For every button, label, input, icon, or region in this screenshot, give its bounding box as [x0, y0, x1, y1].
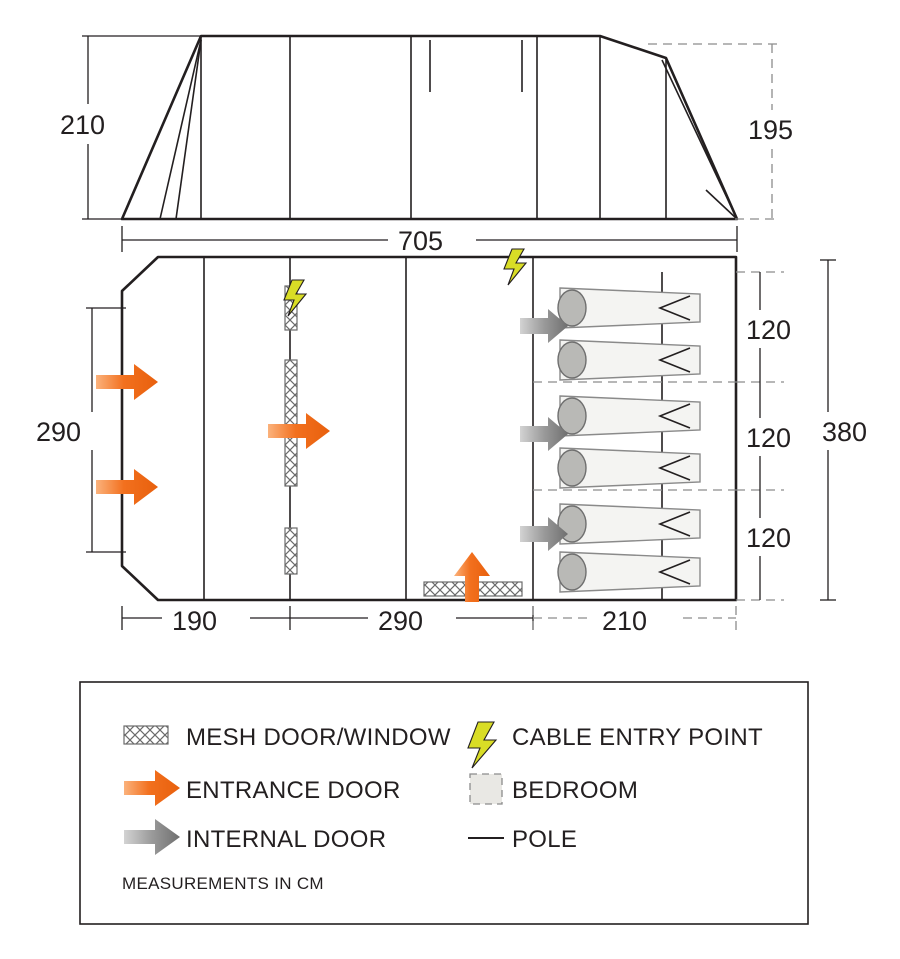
plan-depth-left-label: 290 — [36, 417, 82, 447]
legend-units-note: MEASUREMENTS IN CM — [122, 874, 324, 893]
legend-panel — [80, 682, 808, 924]
plan-width-label-3: 210 — [602, 606, 648, 636]
sleeping-bag — [558, 504, 700, 544]
mesh-panel-3 — [285, 528, 297, 574]
elevation-width-label: 705 — [398, 226, 444, 256]
bedroom-swatch-icon — [470, 774, 502, 804]
plan-width-label-1: 190 — [172, 606, 218, 636]
plan-width-label-2: 290 — [378, 606, 424, 636]
legend-label-mesh: MESH DOOR/WINDOW — [186, 724, 451, 751]
sleeping-bag — [558, 288, 700, 328]
plan-total-depth-label: 380 — [822, 417, 868, 447]
plan-bedroom-depth-label-3: 120 — [746, 523, 792, 553]
elevation-view — [48, 36, 816, 258]
plan-view — [28, 249, 900, 638]
legend-label-pole: POLE — [512, 826, 578, 853]
legend-label-entrance: ENTRANCE DOOR — [186, 777, 401, 804]
sleeping-bag — [558, 552, 700, 592]
legend-label-cable: CABLE ENTRY POINT — [512, 724, 763, 751]
mesh-panel-2 — [285, 360, 297, 486]
plan-bedroom-depth-label-2: 120 — [746, 423, 792, 453]
legend-item-bedroom — [470, 774, 638, 804]
mesh-swatch-icon — [124, 726, 168, 744]
sleeping-bag — [558, 396, 700, 436]
sleeping-bag — [558, 340, 700, 380]
plan-bedroom-depth-label-1: 120 — [746, 315, 792, 345]
sleeping-bag — [558, 448, 700, 488]
legend-label-internal: INTERNAL DOOR — [186, 826, 387, 853]
legend-label-bedroom: BEDROOM — [512, 777, 639, 804]
elevation-height-right-label: 195 — [748, 115, 794, 145]
elevation-height-left-label: 210 — [60, 110, 106, 140]
